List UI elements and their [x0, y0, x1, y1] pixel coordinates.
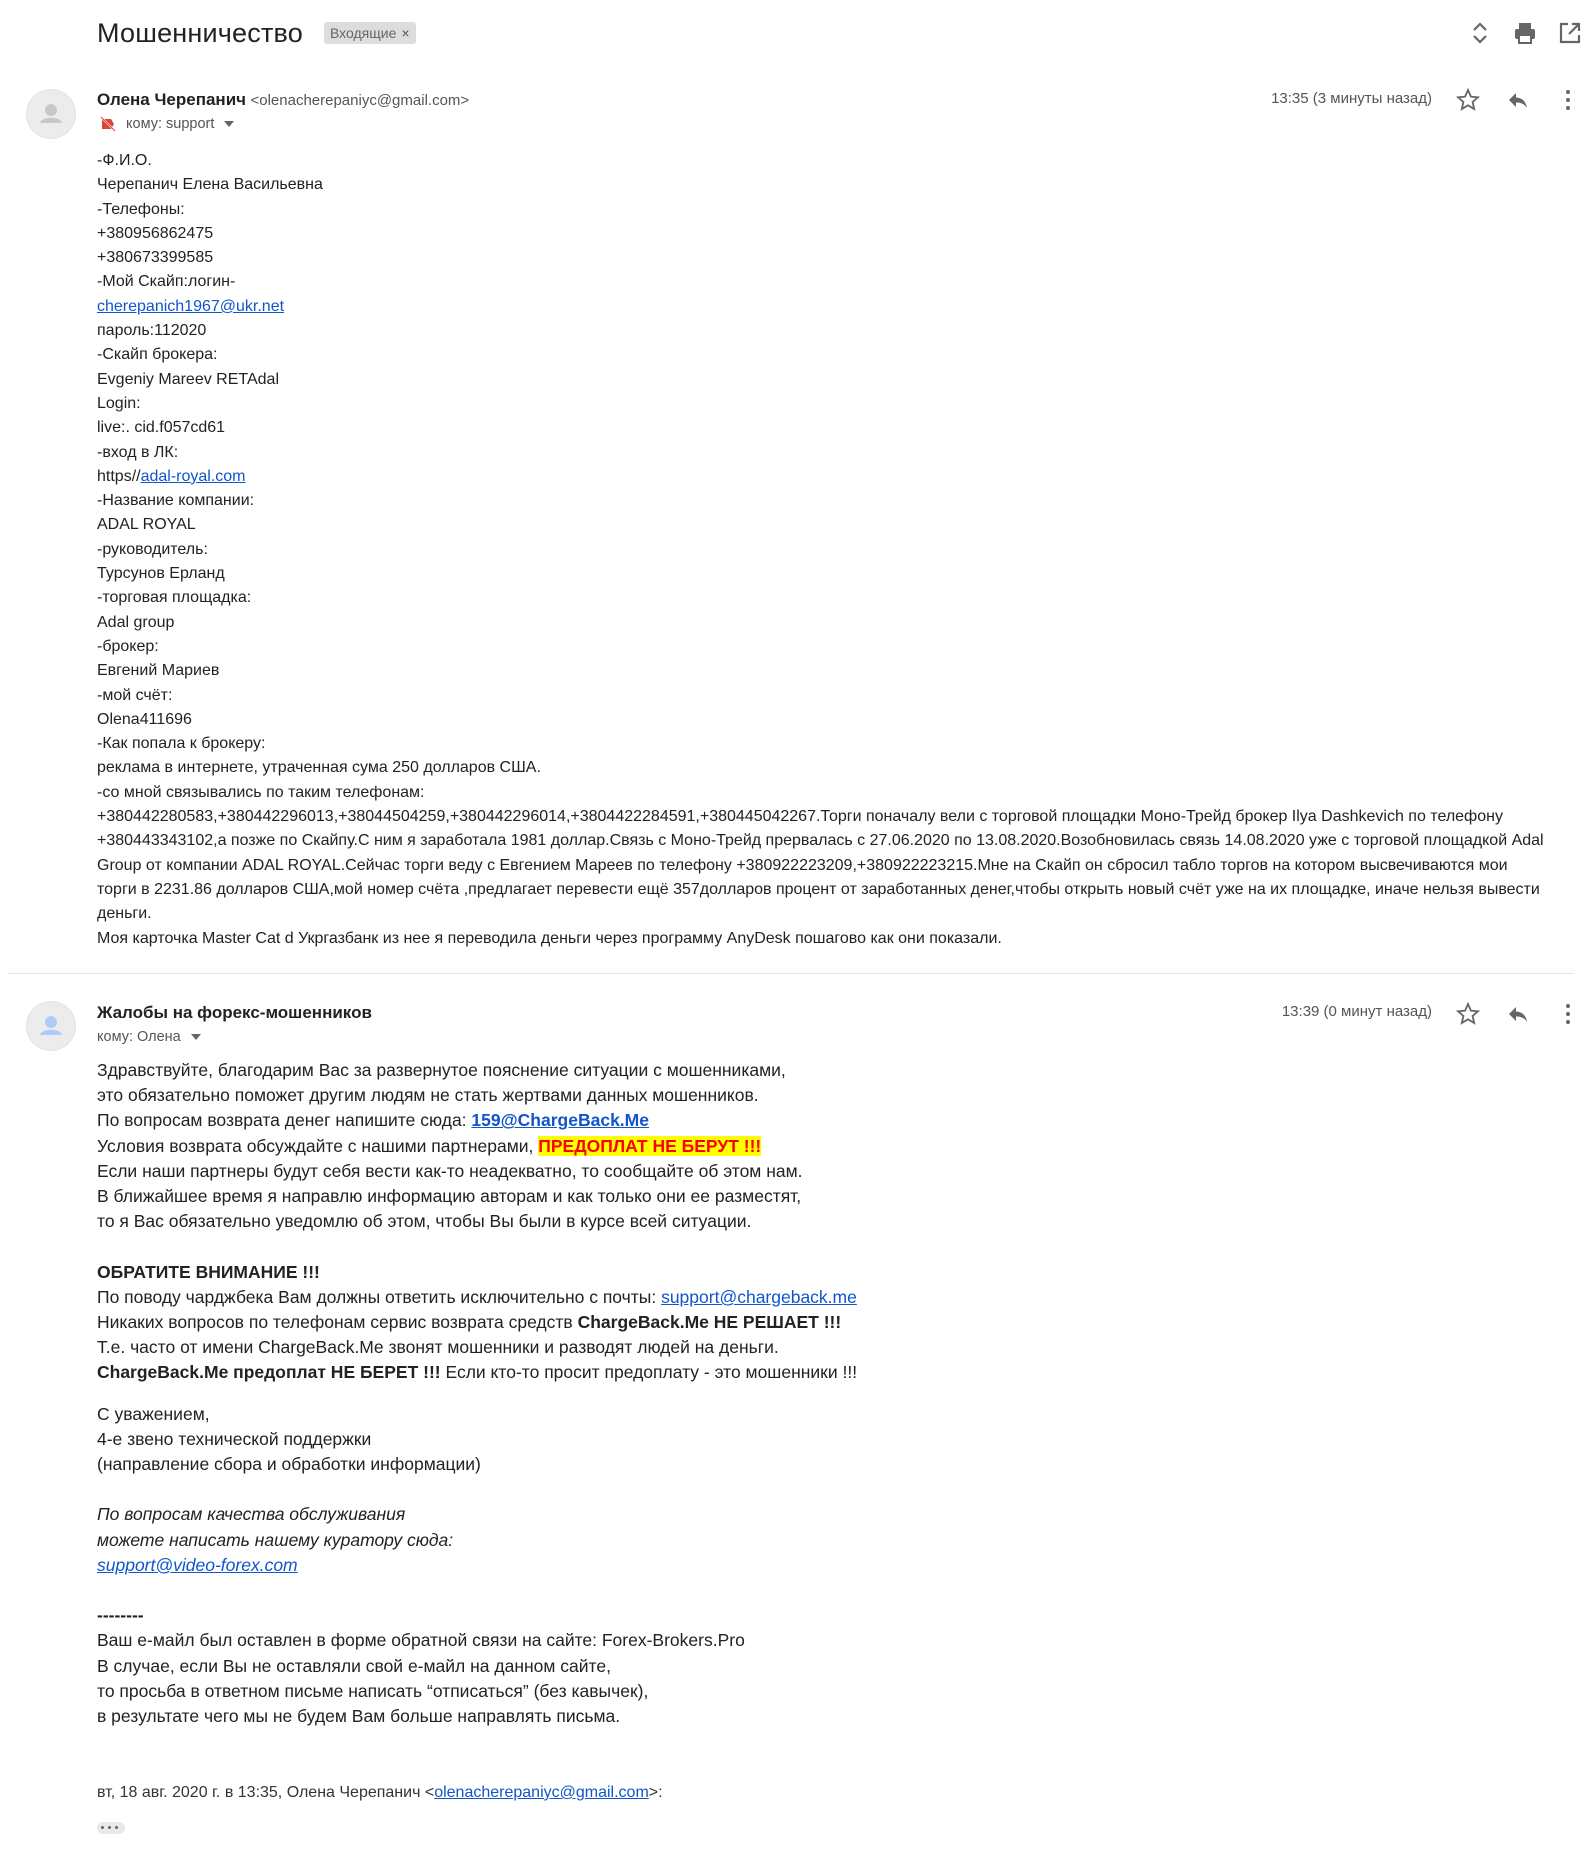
message-time: 13:35 (3 минуты назад): [1271, 90, 1432, 107]
more-options-icon[interactable]: [1556, 88, 1580, 112]
chargeback-prefix: По поводу чарджбека Вам должны ответить исключительно с почты:: [97, 1286, 662, 1307]
sender-name[interactable]: Олена Черепанич: [97, 90, 247, 109]
separator: --------: [97, 1605, 144, 1626]
body-line: -Мой Скайп:логин-: [97, 273, 236, 291]
star-icon[interactable]: [1456, 1002, 1480, 1026]
support-email-link[interactable]: support@chargeback.me: [661, 1286, 857, 1307]
body-line: Login:: [97, 394, 141, 412]
footer-line: то просьба в ответном письме написать “отписаться” (без кавычек),: [97, 1680, 649, 1701]
body-line: Здравствуйте, благодарим Вас за развернутое пояснение ситуации с мошенниками,: [97, 1060, 786, 1080]
body-line: Evgeniy Mareev RETAdal: [97, 370, 279, 388]
print-icon[interactable]: [1512, 20, 1538, 46]
body-line: -Название компании:: [97, 492, 255, 510]
body-line: Т.е. часто от имени ChargeBack.Me звонят мошенники и разводят людей на деньги.: [97, 1337, 779, 1358]
avatar[interactable]: [26, 1001, 76, 1051]
body-line: Если наши партнеры будут себя вести как-то неадекватно, то сообщайте об этом нам.: [97, 1160, 803, 1181]
body-line: пароль:112020: [97, 322, 207, 340]
footer-line: в результате чего мы не будем Вам больше направлять письма.: [97, 1706, 621, 1727]
body-line: Adal group: [97, 613, 175, 631]
long-paragraph-line: торги в 2231.86 долларов США,мой номер счёта ,предлагает перевести ещё 357долларов процент от заработанных денег,чтобы открыть новый счёт уже на их площадке, иначе нельзя вывести: [97, 880, 1540, 898]
body-line: -брокер:: [97, 637, 159, 655]
label-chip-text: Входящие: [330, 25, 397, 41]
recipient-text: кому: Олена: [97, 1029, 181, 1045]
recipient-line[interactable]: [97, 1029, 201, 1045]
body-line: Турсунов Ерланд: [97, 565, 225, 583]
curator-email-link[interactable]: support@video-forex.com: [97, 1554, 298, 1575]
phones-bold: ChargeBack.Me НЕ РЕШАЕТ !!!: [577, 1312, 842, 1333]
prepay-rest: Если кто-то просит предоплату - это мошенники !!!: [440, 1362, 858, 1383]
body-line: Евгений Мариев: [97, 662, 220, 680]
body-line: -Как попала к брокеру:: [97, 735, 266, 753]
skype-email-link[interactable]: cherepanich1967@ukr.net: [97, 297, 285, 315]
chevron-down-icon[interactable]: [224, 121, 234, 127]
body-line: -Ф.И.О.: [97, 152, 152, 169]
quote-suffix: >:: [648, 1784, 663, 1801]
body-line: -Скайп брокера:: [97, 346, 218, 364]
refund-prefix: По вопросам возврата денег напишите сюда:: [97, 1110, 472, 1131]
star-icon[interactable]: [1456, 88, 1480, 112]
recipient-line[interactable]: [100, 116, 234, 132]
message2-body: [97, 1058, 1397, 1729]
quality-line: По вопросам качества обслуживания: [97, 1504, 406, 1525]
long-paragraph-line: +380442280583,+380442296013,+38044504259,+380442296014,+3804422284591,+380445042267.Торги поначалу вели с торговой площадки Моно-Трейд брокер Ilya Dashkevich по телефону: [97, 808, 1503, 826]
body-line: Olena411696: [97, 710, 192, 728]
footer-line: В случае, если Вы не оставляли свой е-майл на данном сайте,: [97, 1655, 611, 1676]
sender-name[interactable]: Жалобы на форекс-мошенников: [97, 1003, 372, 1022]
no-prepayment-highlight: ПРЕДОПЛАТ НЕ БЕРУТ !!!: [538, 1135, 762, 1156]
label-remove-icon[interactable]: ×: [401, 25, 410, 41]
body-line: Моя карточка Master Cat d Укргазбанк из нее я переводила деньги через программу AnyDesk пошагово как они показали.: [97, 929, 1002, 947]
thread-subject: Мошенничество: [97, 18, 303, 48]
body-line: это обязательно поможет другим людям не стать жертвами данных мошенников.: [97, 1085, 759, 1106]
body-line: -руководитель:: [97, 540, 208, 558]
message2-header: [97, 1003, 372, 1023]
reply-icon[interactable]: [1506, 88, 1530, 112]
body-line: ADAL ROYAL: [97, 516, 196, 534]
body-line: -мой счёт:: [97, 686, 173, 704]
refund-email-link[interactable]: 159@ChargeBack.Me: [471, 1110, 649, 1131]
signature-line: С уважением,: [97, 1403, 210, 1424]
body-line: Черепанич Елена Васильевна: [97, 176, 323, 194]
conditions-prefix: Условия возврата обсуждайте с нашими партнерами,: [97, 1135, 539, 1156]
message1-header: [97, 90, 469, 110]
quality-line: можете написать нашему куратору сюда:: [97, 1529, 454, 1550]
long-paragraph-line: +380443343102,а позже по Скайпу.С ним я заработала 1981 доллар.Связь с Моно-Трейд прервалась с 27.06.2020 по 13.08.2020.Возобновилась связь 14.08.2020 уже с торговой площадкой Adal: [97, 832, 1544, 850]
lk-prefix: https//: [97, 467, 141, 485]
long-paragraph-line: деньги.: [97, 905, 152, 923]
open-in-new-window-icon[interactable]: [1557, 20, 1583, 46]
long-paragraph-line: Group от компании ADAL ROYAL.Сейчас торги веду с Евгением Мареев по телефону +380922223209,+380922223215.Мне на Скайп он сбросил табло торгов на котором высвечиваются мои: [97, 856, 1508, 874]
quote-prefix: вт, 18 авг. 2020 г. в 13:35, Олена Черепанич <: [97, 1784, 435, 1801]
adal-royal-link[interactable]: adal-royal.com: [140, 467, 246, 485]
body-line: -торговая площадка:: [97, 589, 252, 607]
expand-collapse-icon[interactable]: [1467, 20, 1493, 46]
body-line: то я Вас обязательно уведомлю об этом, чтобы Вы были в курсе всей ситуации.: [97, 1211, 752, 1232]
signature-line: 4-е звено технической поддержки: [97, 1428, 372, 1449]
more-options-icon[interactable]: [1556, 1002, 1580, 1026]
chevron-down-icon[interactable]: [191, 1034, 201, 1040]
avatar[interactable]: [26, 89, 76, 139]
attention-heading: ОБРАТИТЕ ВНИМАНИЕ !!!: [97, 1261, 320, 1282]
sender-email: <olenacherepaniyc@gmail.com>: [250, 92, 470, 109]
prepay-bold: ChargeBack.Me предоплат НЕ БЕРЕТ !!!: [97, 1362, 441, 1383]
label-chip-inbox[interactable]: [324, 22, 416, 44]
quote-email-link[interactable]: olenacherepaniyc@gmail.com: [434, 1784, 649, 1801]
reply-icon[interactable]: [1506, 1002, 1530, 1026]
body-line: live:. cid.f057cd61: [97, 419, 226, 437]
recipient-text: кому: support: [126, 116, 215, 132]
signature-line: (направление сбора и обработки информации): [97, 1454, 481, 1475]
message-divider: [8, 973, 1574, 974]
phones-prefix: Никаких вопросов по телефонам сервис возврата средств: [97, 1312, 578, 1333]
show-trimmed-content-icon[interactable]: [97, 1822, 125, 1834]
footer-line: Ваш е-майл был оставлен в форме обратной связи на сайте: Forex-Brokers.Pro: [97, 1630, 745, 1651]
message1-body: [97, 149, 1577, 951]
not-important-marker-icon: [100, 116, 116, 132]
body-line: +380673399585: [97, 249, 214, 267]
body-line: +380956862475: [97, 224, 214, 242]
body-line: В ближайшее время я направлю информацию авторам и как только они ее разместят,: [97, 1186, 802, 1207]
body-line: -вход в ЛК:: [97, 443, 179, 461]
body-line: -Телефоны:: [97, 200, 185, 218]
quoted-reply-header: [97, 1784, 663, 1802]
message-time: 13:39 (0 минут назад): [1281, 1003, 1432, 1020]
body-line: -со мной связывались по таким телефонам:: [97, 783, 425, 801]
body-line: реклама в интернете, утраченная сума 250 долларов США.: [97, 759, 541, 777]
